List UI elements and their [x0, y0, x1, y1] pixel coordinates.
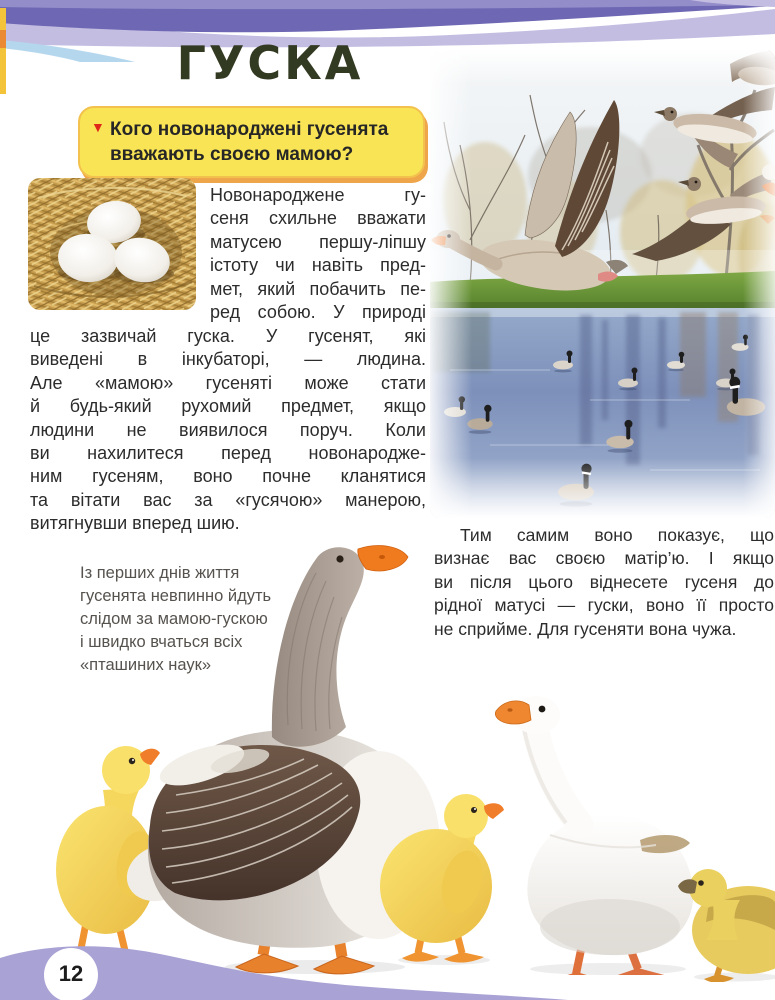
white-goose-illustration	[490, 685, 700, 975]
red-triangle-down-icon: ▼	[91, 119, 105, 135]
question-text: Кого новонароджені гусенята вважають своєю мамою?	[110, 119, 389, 165]
photo-caption: Із перших днів життя гусенята невпинно йдуть слідом за мамою-гускою і швидко вчаться всіх «пташиних наук»	[80, 564, 272, 674]
pond-geese-photo	[430, 50, 775, 518]
nest-eggs-photo	[28, 178, 196, 310]
footer-wave-decoration	[0, 938, 775, 1000]
right-paragraph: Тим самим воно показує, що визнає вас своєю матір’ю. І якщо ви після цього віднесете гусеня до рідної матусі — гуски, воно її просто не сприйме. Для гусеняти вона чужа.	[434, 525, 774, 639]
page-title: ГУСКА	[176, 36, 364, 90]
intro-paragraph: Новонароджене гу- сеня схильне вважати матусею першу-ліпшу істоту чи навіть пред- мет, який побачить пе- ред собою. У природі	[210, 185, 426, 323]
page-number-badge: 12	[44, 948, 98, 1000]
body-paragraph: це зазвичай гуска. У гусенят, які виведені в інкубаторі, — людина. Але «мамою» гусеняті може стати й будь-який рухомий предмет, якщо людини не виявилося поруч. Коли ви нахилитеся перед новонародже- ним гусеням, воно почне кланятися та вітати вас за «гусячою» манерою, витягнувши вперед шию.	[30, 326, 426, 534]
question-box	[78, 106, 425, 178]
